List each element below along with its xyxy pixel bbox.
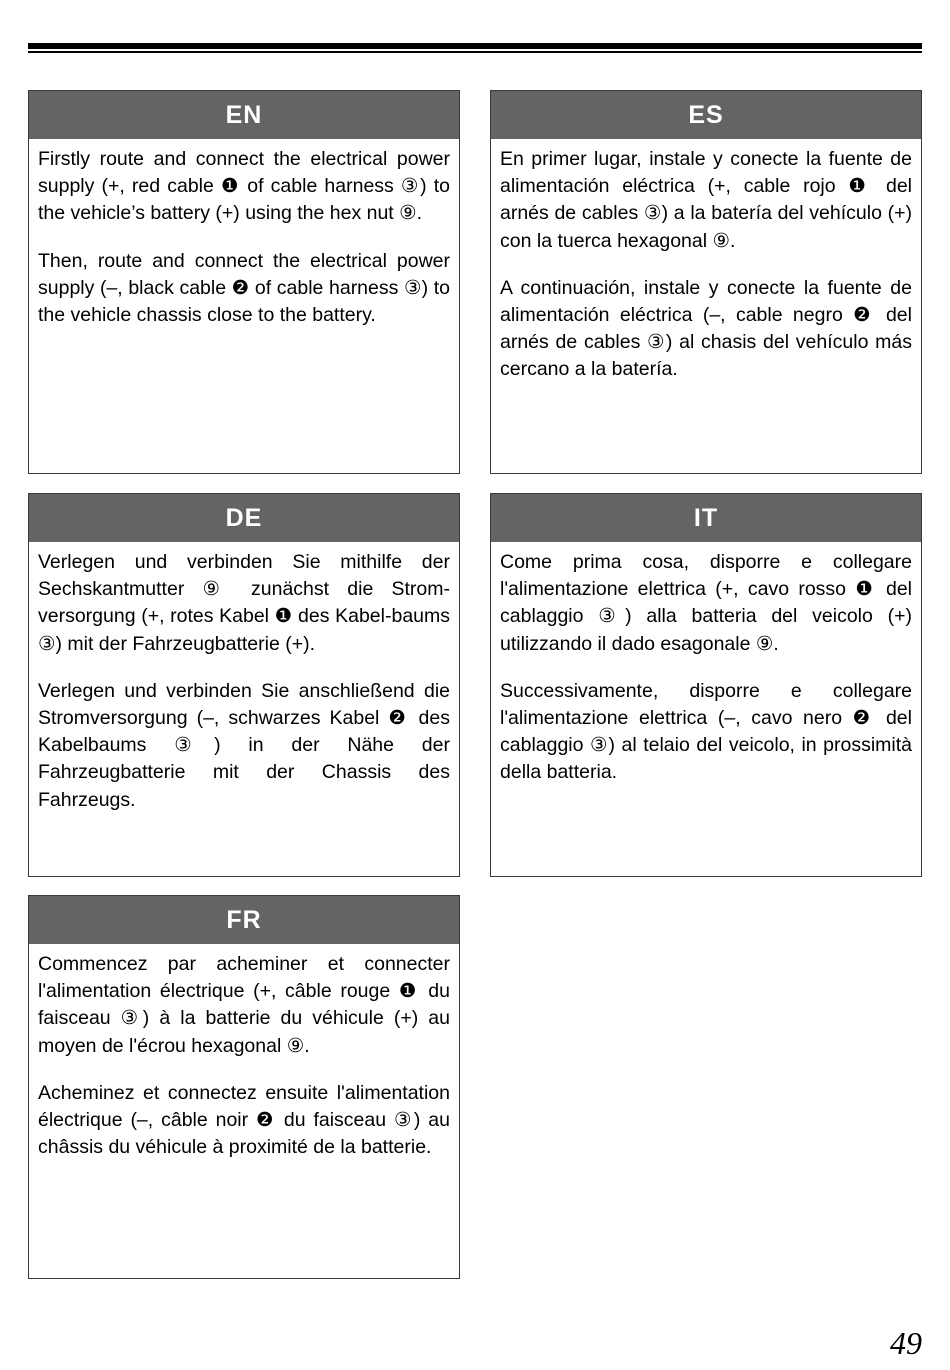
- top-rule-thin: [28, 51, 922, 53]
- section-fr-title: FR: [29, 896, 459, 944]
- section-fr-paragraph-2: Acheminez et connectez ensuite l'alimentation électrique (–, câble noir ❷ du faisceau ③) au châssis du véhicule à proximité de la batterie.: [38, 1081, 450, 1159]
- section-en: [28, 90, 460, 474]
- section-de-title: DE: [29, 494, 459, 542]
- section-es-paragraph-1: En primer lugar, instale y conecte la fuente de alimentación eléctrica (+, cable rojo ❶ del arnés de cables ③) a la batería del vehículo (+) con la tuerca hexagonal ⑨.: [500, 148, 912, 252]
- page-number: 49: [890, 1325, 922, 1361]
- section-es: [490, 90, 922, 474]
- section-de-paragraph-1: Verlegen und verbinden Sie mithilfe der Sechskantmutter ⑨ zunächst die Strom-versorgung (+, rotes Kabel ❶ des Kabel-baums ③) mit der Fahrzeugbatterie (+).: [38, 551, 450, 655]
- top-rule: [28, 43, 922, 49]
- section-en-title: EN: [29, 91, 459, 139]
- section-it-paragraph-2: Successivamente, disporre e collegare l'alimentazione elettrica (–, cavo nero ❷ del cablaggio ③) al telaio del veicolo, in prossimità della batteria.: [500, 679, 912, 784]
- section-en-paragraph-2: Then, route and connect the electrical power supply (–, black cable ❷ of cable harness ③) to the vehicle chassis close to the battery.: [38, 249, 450, 327]
- section-it-paragraph-1: Come prima cosa, disporre e collegare l'alimentazione elettrica (+, cavo rosso ❶ del cablaggio ③) alla batteria del veicolo (+) utilizzando il dado esagonale ⑨.: [500, 551, 912, 655]
- section-fr: [28, 895, 460, 1279]
- section-en-paragraph-1: Firstly route and connect the electrical power supply (+, red cable ❶ of cable harness ③) to the vehicle’s battery (+) using the hex nut ⑨.: [38, 148, 450, 225]
- section-de-paragraph-2: Verlegen und verbinden Sie anschließend die Stromversorgung (–, schwarzes Kabel ❷ des Kabelbaums ③) in der Nähe der Fahrzeugbatterie mit der Chassis des Fahrzeugs.: [38, 679, 450, 811]
- section-it-title: IT: [491, 494, 921, 542]
- section-fr-paragraph-1: Commencez par acheminer et connecter l'alimentation électrique (+, câble rouge ❶ du faisceau ③) à la batterie du véhicule (+) au moyen de l'écrou hexagonal ⑨.: [38, 953, 450, 1057]
- section-it: [490, 493, 922, 877]
- section-es-paragraph-2: A continuación, instale y conecte la fuente de alimentación eléctrica (–, cable negro ❷ del arnés de cables ③) al chasis del vehículo más cercano a la batería.: [500, 276, 912, 381]
- section-es-title: ES: [491, 91, 921, 139]
- section-de: [28, 493, 460, 877]
